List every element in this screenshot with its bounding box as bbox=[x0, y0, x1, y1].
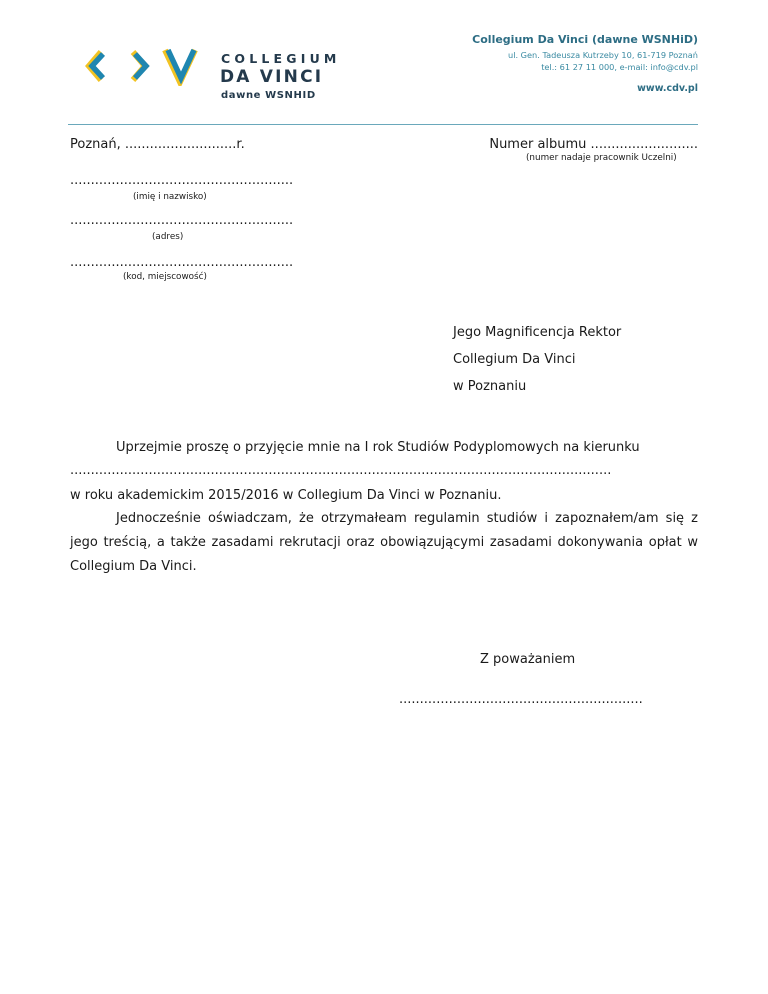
recipient-line2: Collegium Da Vinci bbox=[453, 352, 576, 367]
signature-field[interactable]: ........................................................... bbox=[399, 692, 643, 707]
closing-regards: Z poważaniem bbox=[480, 652, 576, 667]
institution-address: ul. Gen. Tadeusza Kutrzeby 10, 61-719 Poznań bbox=[508, 50, 698, 60]
institution-contact: tel.: 61 27 11 000, e-mail: info@cdv.pl bbox=[541, 62, 698, 72]
recipient-line1: Jego Magnificencja Rektor bbox=[453, 325, 622, 340]
address-label: (adres) bbox=[152, 232, 184, 242]
brand-name-line3: dawne WSNHID bbox=[221, 90, 316, 101]
cdv-logo-mark bbox=[84, 46, 202, 86]
institution-website[interactable]: www.cdv.pl bbox=[637, 83, 698, 94]
album-number-note: (numer nadaje pracownik Uczelni) bbox=[526, 153, 677, 163]
major-field[interactable]: ................................................................................................................................... bbox=[70, 463, 612, 478]
name-field[interactable]: ...................................................... bbox=[70, 173, 294, 188]
academic-year-text: w roku akademickim 2015/2016 w Collegium Da Vinci w Poznaniu. bbox=[70, 488, 502, 503]
header-divider bbox=[68, 124, 698, 125]
address-field[interactable]: ...................................................... bbox=[70, 213, 294, 228]
album-number-field[interactable]: Numer albumu .......................... bbox=[489, 137, 698, 152]
postal-city-label: (kod, miejscowość) bbox=[123, 272, 207, 282]
brand-name-line2: DA VINCI bbox=[220, 67, 324, 87]
declaration-paragraph: Jednocześnie oświadczam, że otrzymałeam regulamin studiów i zapoznałem/am się z jego treścią, a także zasadami rekrutacji oraz obowiązującymi zasadami dokonywania opłat w Collegium Da Vinci. bbox=[70, 511, 698, 574]
place-date-field[interactable]: Poznań, ...........................r. bbox=[70, 137, 245, 152]
name-label: (imię i nazwisko) bbox=[133, 192, 207, 202]
brand-name-line1: COLLEGIUM bbox=[221, 51, 341, 66]
request-text: Uprzejmie proszę o przyjęcie mnie na I rok Studiów Podyplomowych na kierunku bbox=[116, 440, 640, 455]
recipient-line3: w Poznaniu bbox=[453, 379, 527, 394]
institution-name: Collegium Da Vinci (dawne WSNHiD) bbox=[472, 33, 698, 46]
postal-city-field[interactable]: ...................................................... bbox=[70, 255, 294, 270]
